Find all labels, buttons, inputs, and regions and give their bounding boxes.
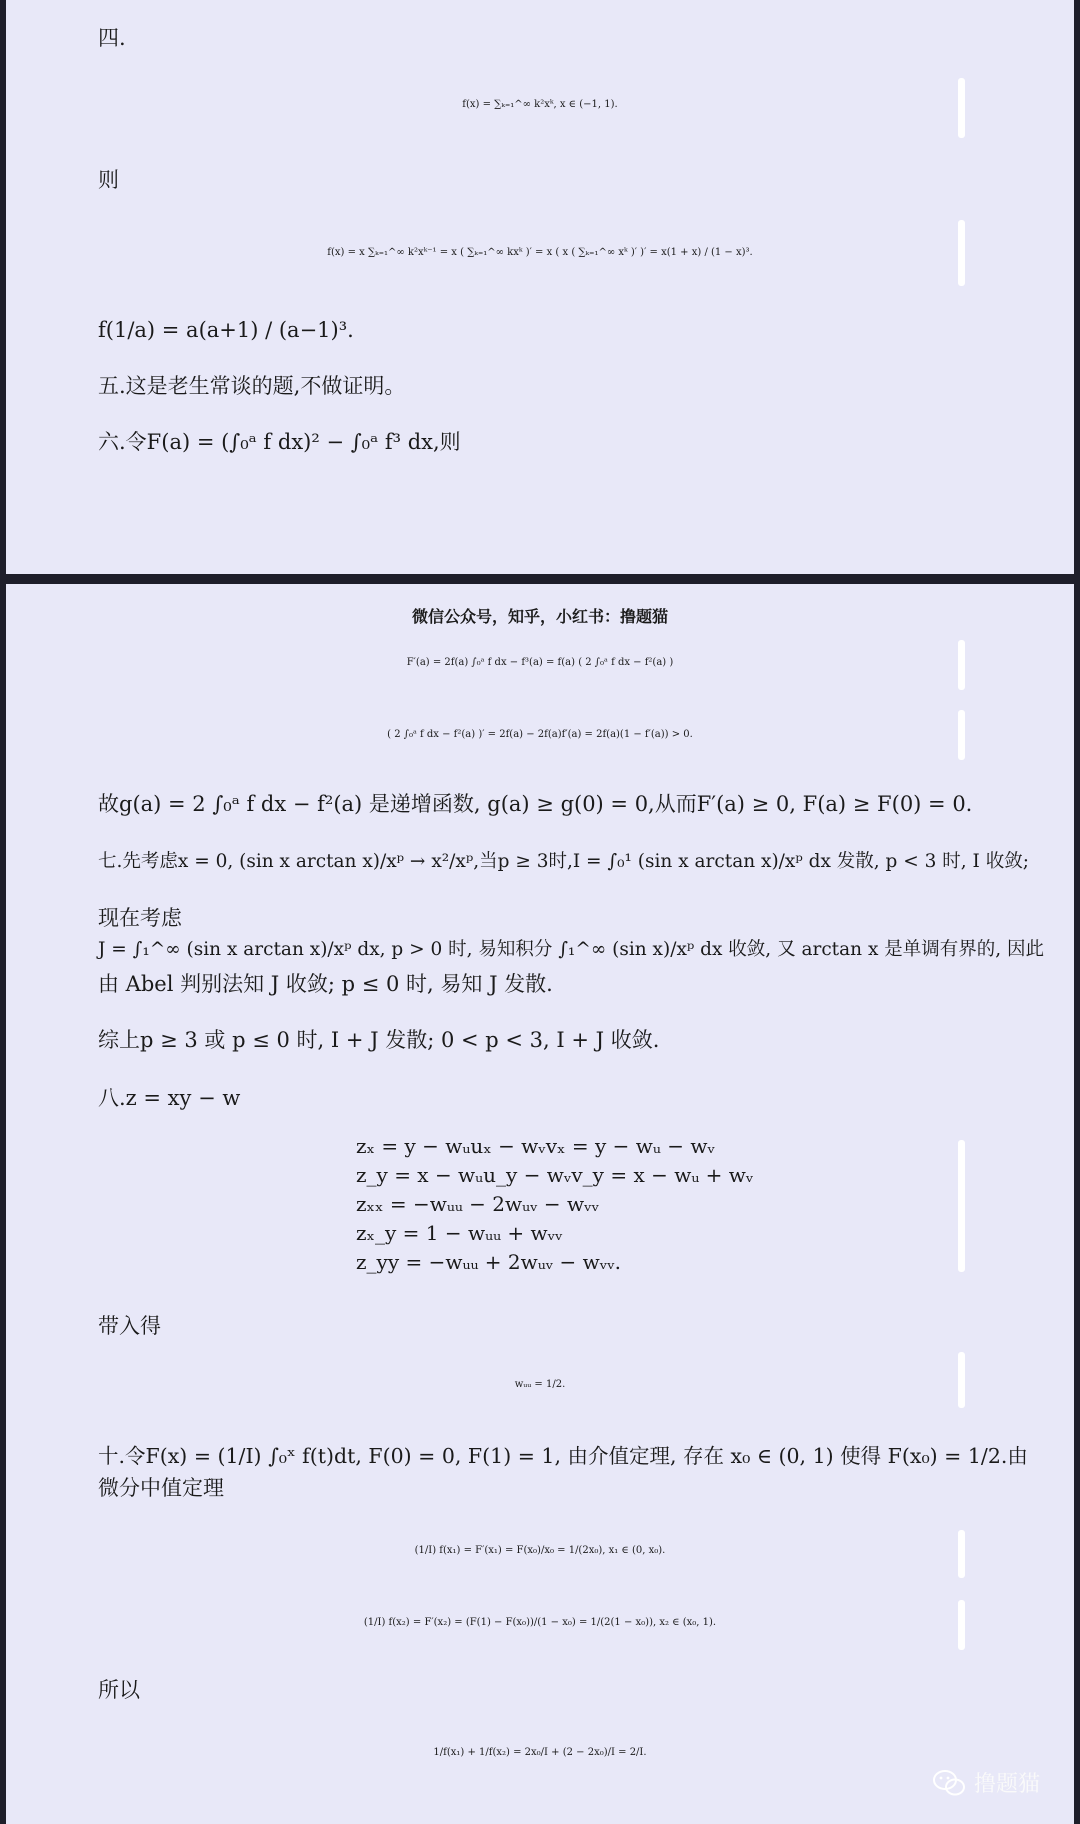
section-10-intro: 十.令F(x) = (1/I) ∫₀ˣ f(t)dt, F(0) = 0, F(1) = 1, 由介值定理, 存在 x₀ ∈ (0, 1) 使得 F(x₀) = 1/2.由 <box>98 1444 1028 1468</box>
scroll-marker <box>958 1530 965 1578</box>
section-7-now: 现在考虑 <box>98 906 182 930</box>
section-6-intro: 六.令F(a) = (∫₀ᵃ f dx)² − ∫₀ᵃ f³ dx,则 <box>98 430 461 454</box>
section-5: 五.这是老生常谈的题,不做证明。 <box>98 374 406 398</box>
section-4-heading: 四. <box>98 26 126 50</box>
scroll-marker <box>958 1140 965 1272</box>
scroll-marker <box>958 220 965 286</box>
scroll-marker <box>958 710 965 760</box>
section-7-summary: 综上p ≥ 3 或 p ≤ 0 时, I + J 发散; 0 < p < 3, I + J 收敛. <box>98 1028 660 1052</box>
section-7-J: J = ∫₁^∞ (sin x arctan x)/xᵖ dx, p > 0 时, 易知积分 ∫₁^∞ (sin x)/xᵖ dx 收敛, 又 arctan x 是单调有界的, 因此 <box>98 939 1045 960</box>
section-8-result: wᵤᵤ = 1/2. <box>514 1379 566 1390</box>
scroll-marker <box>958 640 965 690</box>
page-header: 微信公众号，知乎，小红书：撸题猫 <box>411 607 668 626</box>
wechat-icon <box>932 1768 966 1798</box>
document-page-2 <box>6 584 1074 1824</box>
section-4-derivation: f(x) = x ∑ₖ₌₁^∞ k²xᵏ⁻¹ = x ( ∑ₖ₌₁^∞ kxᵏ )′ = x ( x ( ∑ₖ₌₁^∞ xᵏ )′ )′ = x(1 + x) / (1 − x)³. <box>327 247 753 258</box>
section-8-substitute: 带入得 <box>98 1314 161 1338</box>
scroll-marker <box>958 1600 965 1650</box>
section-10-equation-1: (1/I) f(x₁) = F′(x₁) = F(x₀)/x₀ = 1/(2x₀), x₁ ∈ (0, x₀). <box>414 1545 666 1556</box>
section-4-definition: f(x) = ∑ₖ₌₁^∞ k²xᵏ, x ∈ (−1, 1). <box>462 99 618 110</box>
section-8-equations <box>356 1132 753 1277</box>
equation-line: z_y = x − wᵤu_y − wᵥv_y = x − wᵤ + wᵥ <box>356 1163 754 1187</box>
section-10-final: 1/f(x₁) + 1/f(x₂) = 2x₀/I + (2 − 2x₀)/I = 2/I. <box>433 1747 647 1758</box>
watermark-text: 撸题猫 <box>973 1772 1040 1797</box>
section-7-abel: 由 Abel 判别法知 J 收敛; p ≤ 0 时, 易知 J 发散. <box>98 972 553 996</box>
watermark <box>932 1767 1040 1798</box>
equation-line: z_yy = −wᵤᵤ + 2wᵤᵥ − wᵥᵥ. <box>356 1250 622 1274</box>
section-4-result: f(1/a) = a(a+1) / (a−1)³. <box>98 318 354 342</box>
equation-line: zₓ_y = 1 − wᵤᵤ + wᵥᵥ <box>356 1221 563 1245</box>
section-10-so: 所以 <box>98 1678 140 1702</box>
section-7-intro: 七.先考虑x = 0, (sin x arctan x)/xᵖ → x²/xᵖ,当p ≥ 3时,I = ∫₀¹ (sin x arctan x)/xᵖ dx 发散, p < 3 时, I 收敛; <box>98 851 1029 872</box>
section-6-equation-2: ( 2 ∫₀ᵃ f dx − f²(a) )′ = 2f(a) − 2f(a)f′(a) = 2f(a)(1 − f′(a)) > 0. <box>387 729 693 740</box>
section-8-intro: 八.z = xy − w <box>98 1086 241 1110</box>
document-page-1 <box>6 0 1074 574</box>
section-6-equation-1: F′(a) = 2f(a) ∫₀ᵃ f dx − f³(a) = f(a) ( 2 ∫₀ᵃ f dx − f²(a) ) <box>406 657 674 668</box>
equation-line: zₓ = y − wᵤuₓ − wᵥvₓ = y − wᵤ − wᵥ <box>356 1134 715 1158</box>
scroll-marker <box>958 1352 965 1408</box>
section-4-then: 则 <box>98 168 119 192</box>
section-6-conclusion: 故g(a) = 2 ∫₀ᵃ f dx − f²(a) 是递增函数, g(a) ≥ g(0) = 0,从而F′(a) ≥ 0, F(a) ≥ F(0) = 0. <box>98 792 973 816</box>
scroll-marker <box>958 78 965 138</box>
section-10-equation-2: (1/I) f(x₂) = F′(x₂) = (F(1) − F(x₀))/(1 − x₀) = 1/(2(1 − x₀)), x₂ ∈ (x₀, 1). <box>363 1617 717 1628</box>
equation-line: zₓₓ = −wᵤᵤ − 2wᵤᵥ − wᵥᵥ <box>356 1192 600 1216</box>
section-10-intro-cont: 微分中值定理 <box>98 1476 224 1500</box>
